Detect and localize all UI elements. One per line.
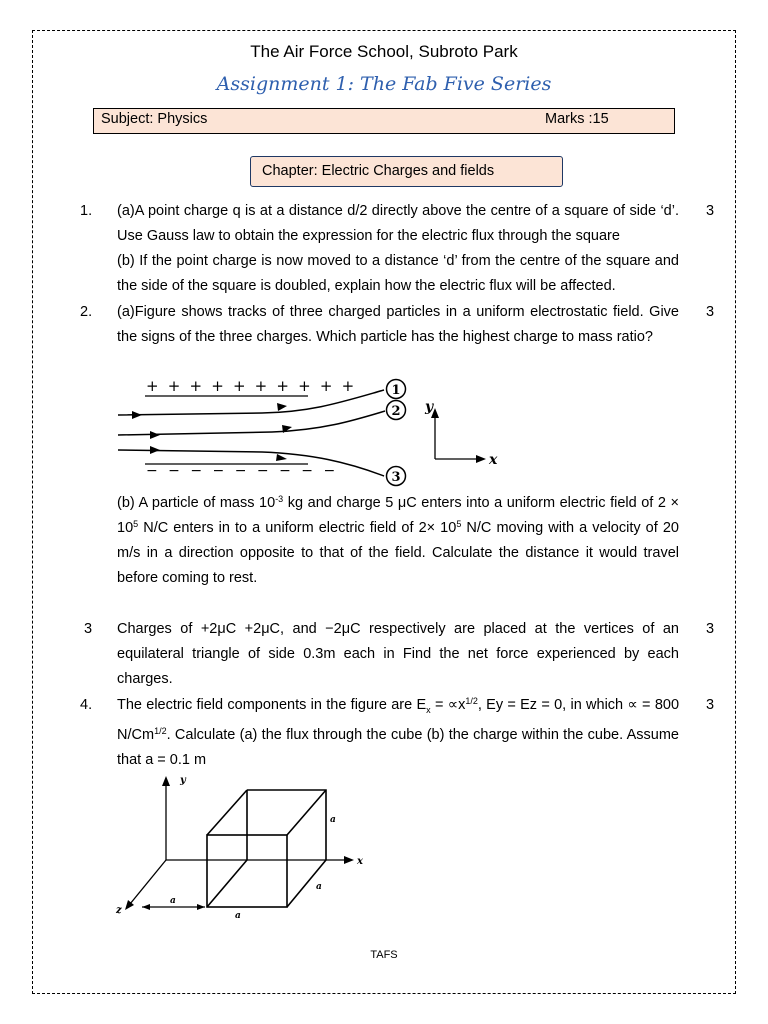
school-name: The Air Force School, Subroto Park xyxy=(250,42,518,61)
footer: TAFS xyxy=(370,949,398,961)
q2b-text-1: (b) A particle of mass 10 xyxy=(117,495,276,511)
cube-y-axis-arrow xyxy=(162,776,170,786)
q4-text-1: The electric field components in the figure are E xyxy=(117,697,427,713)
track-1-arrow-start xyxy=(132,411,142,419)
question-2-part-b xyxy=(117,491,679,591)
question-2-part-a: (a)Figure shows tracks of three charged particles in a uniform electrostatic field. Give the signs of the three charges. Which particle has the highest charge to mass ratio? xyxy=(117,304,679,345)
positive-plate-charges: + + + + + + + + + + xyxy=(146,377,357,395)
cube-height-edge-label: a xyxy=(330,815,336,825)
q2b-exponent-2: 5 xyxy=(133,519,139,529)
assignment-title: Assignment 1: The Fab Five Series xyxy=(216,73,552,95)
q4-subscript: x xyxy=(426,704,431,715)
q2b-text-2: kg and charge 5 μC enters into a uniform electric field of 2 × 10 xyxy=(117,495,679,536)
cube-z-label: z xyxy=(116,905,122,916)
negative-plate-charges: − − − − − − − − − xyxy=(146,463,339,479)
cube-x-axis-arrow xyxy=(344,856,354,864)
q2b-exponent-1: -3 xyxy=(275,494,284,504)
q4-text-2: = ∝x xyxy=(430,697,466,713)
dimension-a-label: a xyxy=(170,896,176,906)
cube-y-label: y xyxy=(180,775,186,786)
question-1-part-a: (a)A point charge q is at a distance d/2 directly above the centre of a square of side ‘d’. Use Gauss law to obtain the expression for the electric flux through the square xyxy=(117,203,679,244)
cube-in-field-figure xyxy=(110,770,370,925)
x-axis-label: x xyxy=(489,452,498,468)
chapter-box: Chapter: Electric Charges and fields xyxy=(250,156,563,187)
marks-label: Marks :15 xyxy=(545,111,609,127)
question-1-marks: 3 xyxy=(706,203,715,219)
question-4-number: 4. xyxy=(80,697,93,713)
cube-edge-top-right xyxy=(287,790,326,835)
question-3-number: 3 xyxy=(84,621,93,637)
track-3-arrow-start xyxy=(150,446,160,454)
q4-exponent-2: 1/2 xyxy=(154,725,167,736)
track-3-arrow-mid xyxy=(276,454,287,461)
y-axis-label: y xyxy=(425,399,434,415)
x-axis-arrow xyxy=(476,455,486,463)
label-2: 2 xyxy=(391,404,401,419)
track-2-arrow-start xyxy=(150,431,160,439)
subject-bar xyxy=(93,108,675,134)
q2b-text-4: N/C moving with a velocity of 20 m/s in a direction opposite to that of the field. Calculate the distance it would travel before coming to rest. xyxy=(117,520,679,586)
cube-edge-top-left xyxy=(207,790,247,835)
question-2-marks: 3 xyxy=(706,304,715,320)
question-1-text xyxy=(117,199,679,299)
dimension-a-arrow-left xyxy=(142,904,150,910)
label-3: 3 xyxy=(391,470,401,485)
cube-depth-edge-label: a xyxy=(316,882,322,892)
track-1-arrow-mid xyxy=(277,403,287,411)
question-1-part-b: (b) If the point charge is now moved to a distance ‘d’ from the centre of the square and the side of the square is doubled, explain how the electric flux will be affected. xyxy=(117,253,679,294)
question-4-marks: 3 xyxy=(706,697,715,713)
q2b-text-3: N/C enters in to a uniform electric field of 2× 10 xyxy=(138,520,457,536)
cube-z-axis xyxy=(130,860,166,904)
question-1-number: 1. xyxy=(80,203,93,219)
q2b-exponent-3: 5 xyxy=(456,519,462,529)
question-2-number: 2. xyxy=(80,304,93,320)
q4-exponent-1: 1/2 xyxy=(465,696,478,706)
question-4-text xyxy=(117,693,679,773)
charged-particle-tracks-figure xyxy=(112,375,507,490)
cube-bottom-edge-label: a xyxy=(235,911,241,921)
question-3-text: Charges of +2μC +2μC, and −2μC respectively are placed at the vertices of an equilateral triangle of side 0.3m each in Find the net force experienced by each charges. xyxy=(117,621,679,687)
q4-text-4: . Calculate (a) the flux through the cube (b) the charge within the cube. Assume that a = 0.1 m xyxy=(117,726,679,768)
dimension-a-arrow-right xyxy=(197,904,205,910)
question-3-marks: 3 xyxy=(706,621,715,637)
q4-text-3: , Ey = Ez = 0, in which ∝ = 800 N/Cm xyxy=(117,697,680,743)
label-1: 1 xyxy=(391,383,401,398)
cube-edge-bottom-left xyxy=(207,860,247,907)
subject-label: Subject: Physics xyxy=(101,111,208,127)
cube-x-label: x xyxy=(357,856,363,867)
